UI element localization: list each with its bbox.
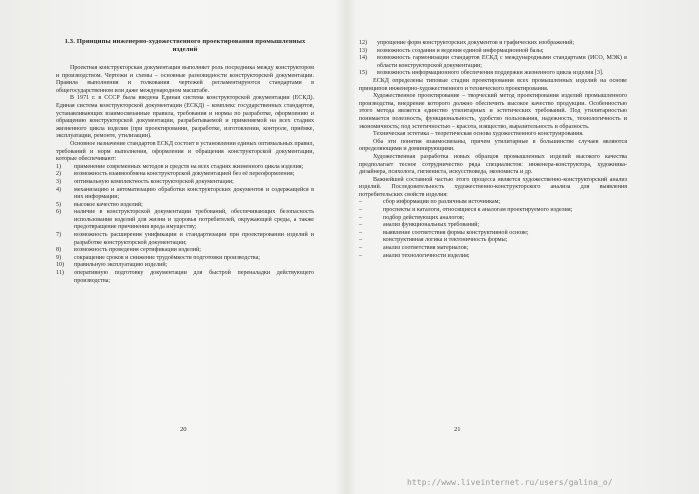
- list-item: [359, 253, 627, 261]
- list-item-text: подбор действующих аналогов;: [383, 214, 465, 221]
- list-item: [359, 55, 627, 70]
- list-item-text: выявление соответствия формы конструктивной основе;: [383, 229, 529, 236]
- list-dash: –: [359, 222, 363, 229]
- list-item-text: конструктивная логика и тектоничность формы;: [383, 237, 508, 244]
- right-page-text: [359, 40, 627, 260]
- list-item-text: возможность расширения унификации и стандартизации при проектировании изделий и разработке конструкторской документации;: [74, 232, 314, 246]
- paragraph: В 1971 г. в СССР была введена Единая система конструкторской документации (ЕСКД). Единая система конструкторской документации (ЕСКД) – комплекс государственных стандартов, устанавливающих взаимосвязанные правила, требования и нормы по разработке, оформлению и обращению конструкторской документации, разрабатываемой и применяемой на всех стадиях жизненного цикла изделия (при проектировании, разработке, изготовлении, контроле, приёмке, эксплуатации, ремонте, утилизации).: [56, 95, 314, 140]
- list-item: [359, 40, 627, 48]
- list-item-text: механизацию и автоматизацию обработки конструкторских документов и содержащейся в них информации;: [74, 186, 314, 201]
- list-item-number: 15): [359, 70, 368, 77]
- list-item-text: возможность информационного обеспечения поддержки жизненного цикла изделия [3].: [377, 70, 604, 77]
- list-item-text: анализ технологичности изделия;: [383, 252, 470, 259]
- list-item: [359, 207, 627, 215]
- list-item-number: 2): [56, 171, 62, 178]
- list-item: [56, 262, 314, 270]
- list-item: [56, 270, 314, 285]
- list-item-number: 1): [56, 163, 62, 170]
- paragraph: Важнейшей составной частью этого процесса является художественно-конструкторский анализ изделий. Последовательность художественно-конструкторского анализа для выявления потребительских свойств изделия:: [359, 176, 627, 198]
- list-item-number: 3): [56, 178, 62, 185]
- numbered-list: [359, 40, 627, 78]
- list-item-text: правильную эксплуатацию изделий;: [74, 262, 168, 269]
- list-item-text: анализ функциональных требований;: [383, 222, 480, 229]
- list-item: [56, 179, 314, 187]
- paragraph: ЕСКД определены типовые стадии проектирования всех промышленных изделий на основе принципов инженерно-художественного и технического проектирования.: [359, 77, 627, 92]
- list-item-text: сбор информации по различным источникам;: [383, 199, 501, 206]
- list-item: [359, 70, 627, 78]
- list-item-number: 11): [56, 270, 64, 277]
- list-item-number: 7): [56, 232, 62, 239]
- list-item-text: применение современных методов и средств на всех стадиях жизненного цикла изделия;: [74, 163, 304, 170]
- page-number: 20: [180, 426, 187, 433]
- list-item-text: возможность гармонизации стандартов ЕСКД с международными стандартами (ИСО, МЭК) в области конструкторской документации;: [377, 55, 627, 69]
- page-number: 21: [454, 426, 461, 433]
- list-item-text: возможность взаимообмена конструкторской документацией без её переоформления;: [74, 171, 295, 178]
- list-dash: –: [359, 245, 363, 252]
- dash-list: [359, 199, 627, 260]
- list-item-number: 10): [56, 262, 65, 269]
- list-item: [359, 237, 627, 245]
- list-dash: –: [359, 252, 363, 259]
- list-item-number: 14): [359, 55, 368, 62]
- list-item-text: сокращение сроков и снижение трудоёмкости подготовки производства;: [74, 254, 260, 261]
- list-item: [359, 245, 627, 253]
- list-item: [56, 247, 314, 255]
- paragraph: Техническая эстетика – теоретическая основа художественного конструирования.: [373, 131, 584, 138]
- list-item-text: анализ соответствия материалов;: [383, 245, 469, 252]
- list-dash: –: [359, 207, 363, 214]
- section-heading: 1.3. Принципы инженерно-художественного проектирования промышленных изделий: [64, 38, 306, 53]
- list-item-text: оперативную подготовку документации для быстрой переналадки действующего производства;: [74, 270, 314, 284]
- list-item-number: 9): [56, 254, 62, 261]
- list-item-number: 8): [56, 247, 62, 254]
- list-item-text: оптимальную комплектность конструкторской документации;: [74, 178, 234, 185]
- list-item-number: 12): [359, 40, 368, 46]
- paragraph: Художественное проектирование – творческий метод проектирования изделий промышленного производства, внедрение которого должно обеспечить высокое качество продукции. Особенностью этого метода является единство утилитарных и эстетических требований. Под утилитарностью понимается полезность, функциональность, удобство пользования, надежность, технологичность и экономичность; под эстетичностью – красота, изящество, выразительность и образность.: [359, 93, 627, 130]
- paragraph: Основное назначение стандартов ЕСКД состоит в установлении единых оптимальных правил, требований и норм выполнения, оформления и обращения конструкторской документации, которые обеспечивают:: [56, 140, 314, 163]
- list-dash: –: [359, 229, 363, 236]
- left-page: [0, 0, 335, 494]
- list-item: [359, 222, 627, 230]
- list-item-text: проспекты и каталоги, относящиеся к аналогам проектируемого изделия;: [383, 207, 573, 214]
- list-item-number: 6): [56, 209, 62, 216]
- list-item: [56, 209, 314, 232]
- list-item-text: высокое качество изделий;: [74, 201, 143, 208]
- left-page-text: [56, 38, 314, 285]
- list-dash: –: [359, 237, 363, 244]
- numbered-list: [56, 164, 314, 286]
- watermark-url: http://www.liveinternet.ru/users/galina_o/: [407, 478, 613, 487]
- list-item: [56, 187, 314, 202]
- list-item-number: 13): [359, 47, 368, 54]
- list-item-number: 4): [56, 186, 62, 193]
- list-item: [56, 171, 314, 179]
- paragraph: Художественная разработка новых образцов промышленных изделий высокого качества предполагает тесное сотрудничество ряда специалистов: инженера-конструктора, художника-дизайнера, психолога, гигиениста, искусствоведа, экономиста и др.: [359, 153, 627, 176]
- list-dash: –: [359, 199, 363, 206]
- list-item: [56, 232, 314, 247]
- paragraph: Проектная конструкторская документация выполняет роль посредника между конструктором и производством. Чертежи и схемы – основные разновидности конструкторской документации. Правила выполнения и толкования чертежей регламентируются стандартами в общегосударственном или даже международном масштабе.: [56, 65, 314, 94]
- right-page: [335, 0, 699, 494]
- list-item-text: возможность создания и ведения единой информационной базы;: [377, 47, 544, 54]
- list-item: [359, 199, 627, 207]
- list-item-number: 5): [56, 201, 62, 208]
- paragraph: Оба эти понятия взаимосвязаны, причем утилитарные в большинстве случаев являются определяющими и доминирующими.: [359, 138, 627, 153]
- list-item-text: наличие в конструкторской документации требований, обеспечивающих безопасность использования изделий для жизни и здоровья потребителей, окружающей среды, а также предотвращение причинения вреда имуществу;: [74, 209, 314, 231]
- list-item-text: возможность проведения сертификации изделий;: [74, 247, 201, 254]
- list-item-text: упрощение форм конструкторских документов и графических изображений;: [377, 40, 575, 46]
- list-dash: –: [359, 214, 363, 221]
